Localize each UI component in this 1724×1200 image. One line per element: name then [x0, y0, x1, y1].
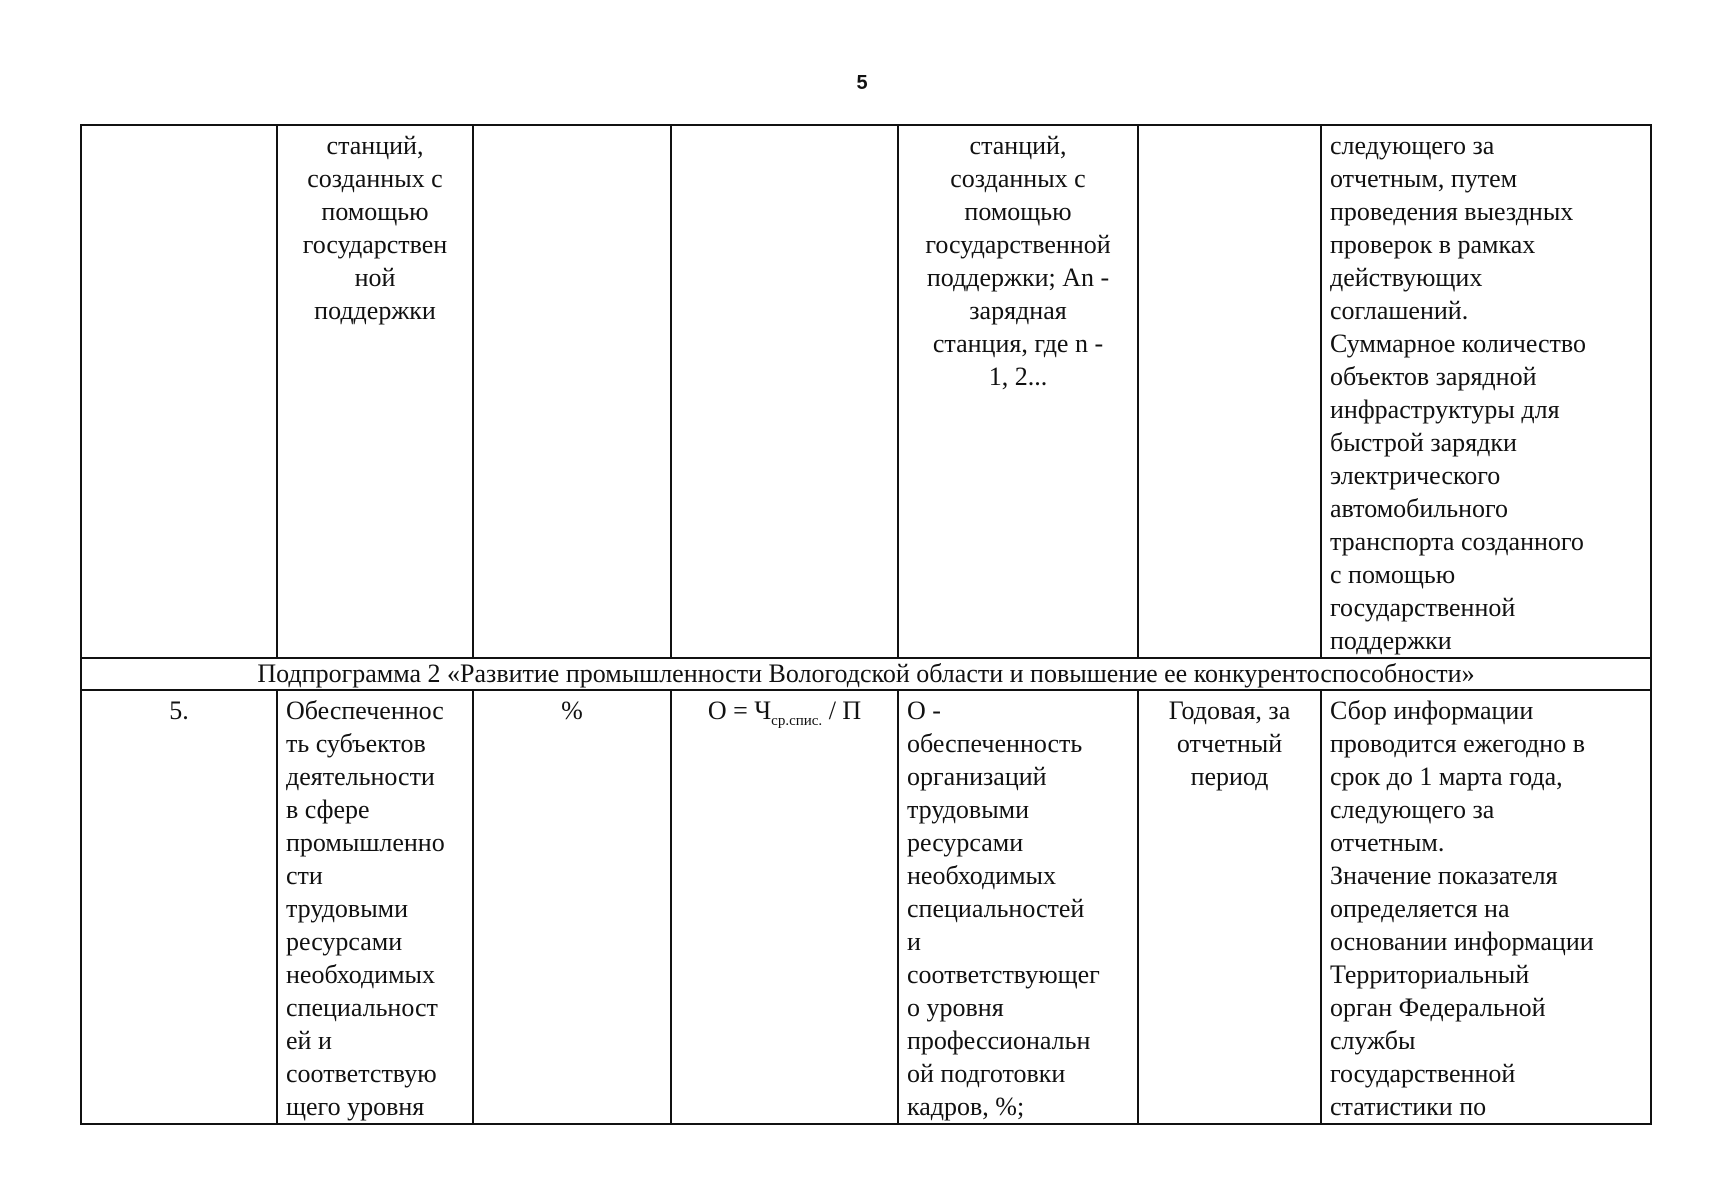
table-cell	[898, 690, 1138, 1124]
table-cell	[1321, 125, 1651, 658]
method-continuation: следующего за отчетным, путем проведения выездных проверок в рамках действующих соглашений. Суммарное количество объектов зарядной инфраструктуры для быстрой зарядки электрического автомобильного транспорта созданного с помощью государственной поддержки	[1330, 131, 1587, 655]
table-cell	[473, 125, 671, 658]
table-cell	[1138, 690, 1321, 1124]
calculation-method: Сбор информации проводится ежегодно в срок до 1 марта года, следующего за отчетным. Значение показателя определяется на основании информации Территориальный орган Федеральной службы государственной статистики по	[1330, 696, 1594, 1121]
formula-subscript: ср.спис.	[771, 713, 823, 730]
description-continuation: станций, созданных с помощью государственной поддержки; An - зарядная станция, где n - 1, 2...	[925, 131, 1111, 391]
formula-prefix: О = Ч	[707, 696, 772, 725]
table-cell	[671, 125, 898, 658]
page-number: 5	[856, 72, 868, 94]
formula-cell	[671, 690, 898, 1124]
formula-description: О - обеспеченность организаций трудовыми ресурсами необходимых специальностей и соответствующег о уровня профессиональн ой подготовки кадров, %;	[907, 696, 1100, 1121]
formula-suffix: / П	[822, 696, 862, 725]
table-row	[81, 125, 1651, 658]
table-cell	[898, 125, 1138, 658]
indicator-name: Обеспеченнос ть субъектов деятельности в сфере промышленно сти трудовыми ресурсами необходимых специальност ей и соответствую щего уровня	[286, 696, 445, 1121]
subprogram-heading: Подпрограмма 2 «Развитие промышленности Вологодской области и повышение ее конкурентоспособности»	[81, 658, 1651, 690]
table-cell	[81, 125, 277, 658]
table-cell	[277, 125, 473, 658]
indicator-table	[80, 124, 1652, 1125]
indicator-name-continuation: станций, созданных с помощью государствен ной поддержки	[302, 131, 448, 325]
table-cell	[1138, 125, 1321, 658]
table-row	[81, 690, 1651, 1124]
row-number: 5.	[81, 690, 277, 1124]
table-cell	[1321, 690, 1651, 1124]
subprogram-row	[81, 658, 1651, 690]
unit-cell: %	[473, 690, 671, 1124]
table-cell	[277, 690, 473, 1124]
periodicity: Годовая, за отчетный период	[1168, 696, 1291, 791]
